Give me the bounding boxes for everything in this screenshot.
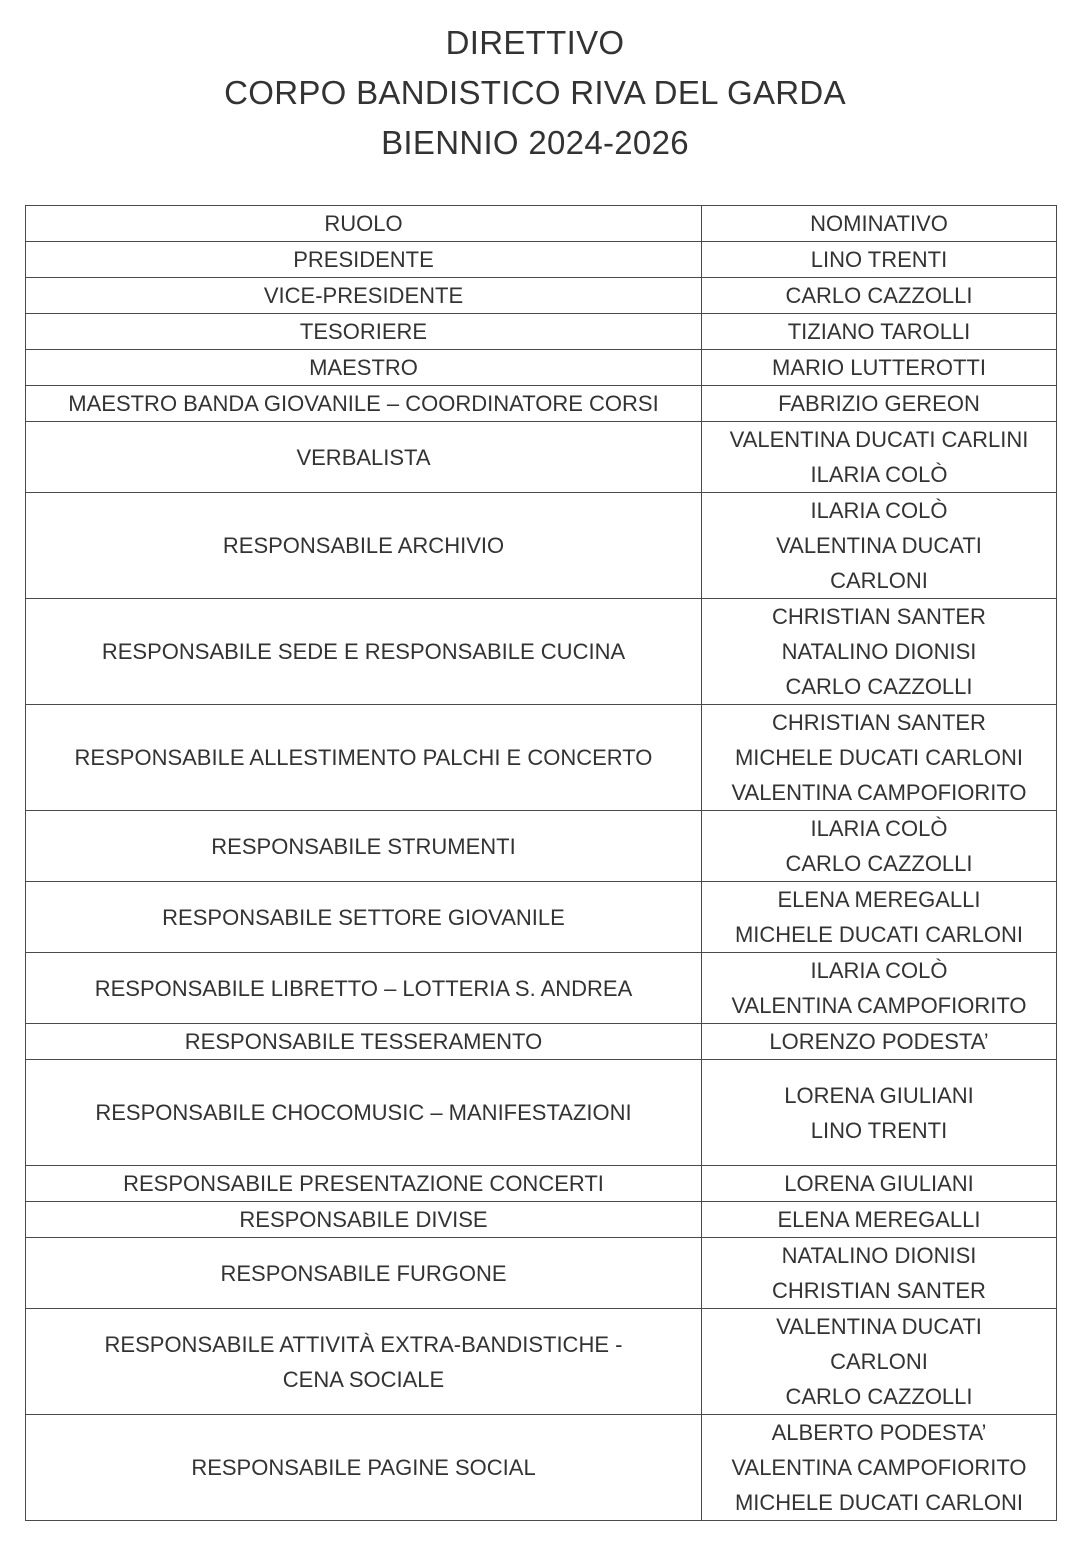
member-name: VALENTINA DUCATI [776, 533, 982, 558]
role-text: PRESIDENTE [293, 247, 434, 272]
role-cell [26, 422, 702, 493]
names-cell [702, 350, 1057, 386]
role-text: RESPONSABILE ARCHIVIO [222, 533, 505, 558]
member-name: TIZIANO TAROLLI [787, 319, 971, 344]
table-row [26, 422, 1057, 493]
member-name: CARLONI [830, 1349, 928, 1374]
role-text: VERBALISTA [296, 444, 431, 470]
member-name: LINO TRENTI [810, 1117, 948, 1143]
member-name: NATALINO DIONISI [781, 1243, 977, 1268]
member-name: CARLO CAZZOLLI [785, 1384, 973, 1409]
names-cell [702, 493, 1057, 599]
table-row [26, 1166, 1057, 1202]
role-text: VICE-PRESIDENTE [263, 283, 464, 308]
table-row [26, 882, 1057, 953]
role-text: RESPONSABILE DIVISE [239, 1207, 488, 1232]
role-cell [26, 1060, 702, 1166]
table-row [26, 314, 1057, 350]
member-name: LINO TRENTI [810, 247, 948, 272]
member-name: VALENTINA CAMPOFIORITO [731, 993, 1027, 1018]
member-name: LORENA GIULIANI [784, 1171, 974, 1196]
role-cell [26, 599, 702, 705]
names-cell [702, 882, 1057, 953]
member-name: CHRISTIAN SANTER [772, 710, 986, 735]
names-cell [702, 314, 1057, 350]
member-name: VALENTINA DUCATI [776, 1314, 982, 1339]
role-cell [26, 314, 702, 350]
role-text: MAESTRO BANDA GIOVANILE – COORDINATORE CORSI [68, 391, 659, 416]
role-cell [26, 882, 702, 953]
role-text: RESPONSABILE ALLESTIMENTO PALCHI E CONCERTO [74, 745, 653, 770]
role-text: RESPONSABILE SEDE E RESPONSABILE CUCINA [101, 639, 626, 664]
member-name: ILARIA COLÒ [810, 462, 948, 487]
member-name: ALBERTO PODESTA’ [771, 1420, 987, 1445]
role-cell [26, 1202, 702, 1238]
table-row [26, 705, 1057, 811]
table-row [26, 350, 1057, 386]
role-cell [26, 1024, 702, 1060]
role-text: RESPONSABILE SETTORE GIOVANILE [162, 904, 565, 930]
names-cell [702, 705, 1057, 811]
table-row [26, 953, 1057, 1024]
role-cell [26, 953, 702, 1024]
title-line-1: DIRETTIVO [445, 24, 625, 61]
board-table [25, 205, 1057, 1521]
role-cell [26, 1238, 702, 1309]
member-name: LORENA GIULIANI [784, 1082, 974, 1108]
member-name: ILARIA COLÒ [810, 498, 948, 523]
column-header-name: NOMINATIVO [702, 206, 1057, 242]
names-cell [702, 811, 1057, 882]
member-name: CARLONI [830, 568, 928, 593]
member-name: CHRISTIAN SANTER [772, 1278, 986, 1303]
member-name: MICHELE DUCATI CARLONI [734, 922, 1024, 947]
role-text: RESPONSABILE PAGINE SOCIAL [191, 1455, 536, 1480]
table-row [26, 386, 1057, 422]
member-name: FABRIZIO GEREON [778, 391, 980, 416]
names-cell [702, 953, 1057, 1024]
names-cell [702, 1238, 1057, 1309]
role-text: RESPONSABILE PRESENTAZIONE CONCERTI [123, 1171, 604, 1196]
member-name: MICHELE DUCATI CARLONI [734, 1490, 1024, 1515]
role-cell [26, 242, 702, 278]
names-cell [702, 1060, 1057, 1166]
table-row [26, 1024, 1057, 1060]
member-name: CARLO CAZZOLLI [785, 674, 973, 699]
member-name: CHRISTIAN SANTER [772, 604, 986, 629]
member-name: CARLO CAZZOLLI [785, 283, 973, 308]
member-name: LORENZO PODESTA’ [769, 1029, 989, 1054]
table-row [26, 1238, 1057, 1309]
names-cell [702, 1309, 1057, 1415]
role-cell [26, 1309, 702, 1415]
member-name: ILARIA COLÒ [810, 958, 948, 983]
role-cell [26, 811, 702, 882]
names-cell [702, 278, 1057, 314]
names-cell [702, 1415, 1057, 1521]
role-text: RESPONSABILE LIBRETTO – LOTTERIA S. ANDREA [94, 975, 633, 1001]
role-text: RESPONSABILE TESSERAMENTO [184, 1029, 543, 1054]
role-text: MAESTRO [309, 355, 418, 380]
member-name: MICHELE DUCATI CARLONI [734, 745, 1024, 770]
table-row [26, 811, 1057, 882]
document-title [0, 18, 1070, 168]
names-cell [702, 1202, 1057, 1238]
table-row [26, 599, 1057, 705]
member-name: MARIO LUTTEROTTI [772, 355, 986, 380]
member-name: CARLO CAZZOLLI [785, 851, 973, 876]
title-line-2: CORPO BANDISTICO RIVA DEL GARDA [224, 74, 846, 111]
table-row [26, 493, 1057, 599]
role-cell [26, 1166, 702, 1202]
member-name: ELENA MEREGALLI [777, 887, 981, 912]
column-header-role: RUOLO [26, 206, 702, 242]
member-name: ILARIA COLÒ [810, 816, 948, 841]
names-cell [702, 599, 1057, 705]
member-name: VALENTINA CAMPOFIORITO [731, 780, 1027, 805]
table-row [26, 278, 1057, 314]
table-row [26, 242, 1057, 278]
member-name: VALENTINA DUCATI CARLINI [729, 427, 1029, 452]
title-line-3: BIENNIO 2024-2026 [381, 124, 689, 161]
role-cell [26, 705, 702, 811]
names-cell [702, 242, 1057, 278]
member-name: ELENA MEREGALLI [777, 1207, 981, 1232]
table-row [26, 1415, 1057, 1521]
role-text: RESPONSABILE CHOCOMUSIC – MANIFESTAZIONI [95, 1100, 632, 1125]
role-cell [26, 1415, 702, 1521]
member-name: NATALINO DIONISI [781, 639, 977, 664]
names-cell [702, 386, 1057, 422]
role-cell [26, 278, 702, 314]
table-row [26, 1202, 1057, 1238]
table-row [26, 1309, 1057, 1415]
names-cell [702, 1166, 1057, 1202]
names-cell [702, 422, 1057, 493]
role-text: RESPONSABILE FURGONE [220, 1260, 507, 1286]
table-header-row [26, 206, 1057, 242]
role-text: RESPONSABILE ATTIVITÀ EXTRA-BANDISTICHE - CENA SOCIALE [104, 1331, 623, 1392]
table-row [26, 1060, 1057, 1166]
names-cell [702, 1024, 1057, 1060]
role-cell [26, 386, 702, 422]
role-cell [26, 350, 702, 386]
role-text: RESPONSABILE STRUMENTI [211, 833, 516, 859]
member-name: VALENTINA CAMPOFIORITO [731, 1455, 1027, 1480]
role-text: TESORIERE [299, 319, 428, 344]
role-cell [26, 493, 702, 599]
